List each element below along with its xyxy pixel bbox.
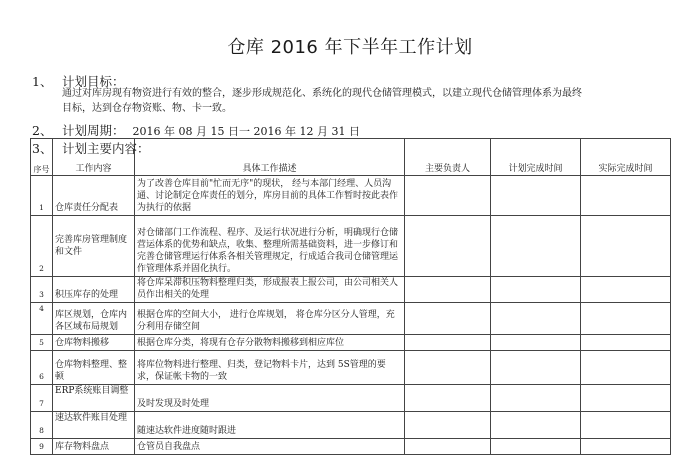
row-desc: 对仓储部门工作流程、程序、及运行状况进行分析，明确现行仓储营运体系的优势和缺点，收集、整理所需基础资料，进一步修订和完善仓储管理运行体系各相关管理规定，行成适合我司仓储管理运作管理体系并固化执行。	[135, 216, 405, 277]
section-label: 计划周期：	[62, 123, 125, 138]
row-desc: 根据仓库分类，将现有仓存分散物料搬移到相应库位	[135, 335, 405, 351]
table-row	[31, 277, 671, 303]
row-item: 库区规划，仓库内各区域布局规划	[53, 303, 135, 335]
row-no: 5	[31, 335, 53, 351]
table-row	[31, 303, 671, 335]
row-no: 6	[31, 351, 53, 385]
row-no: 3	[31, 277, 53, 303]
row-desc: 根据仓库的空间大小， 进行仓库规划， 将仓库分区分人管理，充分利用存储空间	[135, 303, 405, 335]
row-no: 2	[31, 216, 53, 277]
header-planned-date: 计划完成时间	[491, 139, 581, 176]
table-row	[31, 351, 671, 385]
row-planned	[491, 303, 581, 335]
row-owner	[405, 277, 491, 303]
row-planned	[491, 412, 581, 439]
row-no: 9	[31, 439, 53, 455]
table-row	[31, 412, 671, 439]
table-row	[31, 439, 671, 455]
row-owner	[405, 412, 491, 439]
section-number: 1、	[32, 74, 53, 89]
header-desc: 具体工作描述	[135, 139, 405, 176]
row-no: 1	[31, 176, 53, 216]
row-planned	[491, 385, 581, 412]
row-planned	[491, 351, 581, 385]
row-planned	[491, 216, 581, 277]
header-actual-date: 实际完成时间	[581, 139, 671, 176]
row-item: 仓库物料整理、整顿	[53, 351, 135, 385]
row-owner	[405, 351, 491, 385]
row-item: ERP系统账目调整	[53, 385, 135, 412]
row-desc: 将库位物料进行整理、归类，登记物料卡片，达到 5S管理的要求，保证帐卡物的一致	[135, 351, 405, 385]
row-desc: 仓管员自我盘点	[135, 439, 405, 455]
table-row	[31, 216, 671, 277]
row-owner	[405, 176, 491, 216]
header-no: 序号	[31, 139, 53, 176]
row-item: 积压库存的处理	[53, 277, 135, 303]
row-desc: 为了改善仓库目前"忙而无序"的现状， 经与本部门经理、人员沟通、讨论制定仓库责任的划分，库房目前的具体工作暂时按此表作为执行的依据	[135, 176, 405, 216]
row-item: 完善库房管理制度和文件	[53, 216, 135, 277]
section-number: 3、	[32, 141, 53, 156]
page-title: 仓库 2016 年下半年工作计划	[227, 37, 473, 58]
row-actual	[581, 351, 671, 385]
row-actual	[581, 176, 671, 216]
table-row	[31, 385, 671, 412]
row-no: 7	[31, 385, 53, 412]
section-period-heading	[32, 121, 360, 139]
row-no: 8	[31, 412, 53, 439]
section-label: 计划目标：	[62, 74, 125, 89]
section-label: 计划主要内容：	[62, 141, 150, 156]
row-planned	[491, 439, 581, 455]
row-item: 仓库物料搬移	[53, 335, 135, 351]
row-owner	[405, 303, 491, 335]
row-owner	[405, 216, 491, 277]
goal-line-2: 目标，达到仓存物资账、物、卡一致。	[62, 103, 232, 114]
row-desc: 及时发现及时处理	[135, 385, 405, 412]
row-actual	[581, 439, 671, 455]
row-planned	[491, 277, 581, 303]
row-actual	[581, 335, 671, 351]
header-item: 工作内容	[53, 139, 135, 176]
row-owner	[405, 335, 491, 351]
row-actual	[581, 385, 671, 412]
section-content-heading	[32, 139, 150, 157]
row-actual	[581, 412, 671, 439]
header-owner: 主要负责人	[405, 139, 491, 176]
row-actual	[581, 303, 671, 335]
row-actual	[581, 216, 671, 277]
row-owner	[405, 385, 491, 412]
row-item: 库存物料盘点	[53, 439, 135, 455]
section-number: 2、	[32, 123, 53, 138]
row-no: 4	[31, 303, 53, 335]
row-planned	[491, 176, 581, 216]
row-owner	[405, 439, 491, 455]
row-desc: 将仓库呆滞积压物料整理归类，形成报表上报公司，由公司相关人员作出相关的处理	[135, 277, 405, 303]
table-row	[31, 176, 671, 216]
row-actual	[581, 277, 671, 303]
row-planned	[491, 335, 581, 351]
row-desc: 随速达软件进度随时跟进	[135, 412, 405, 439]
row-item: 仓库责任分配表	[53, 176, 135, 216]
period-value: 2016 年 08 月 15 日一 2016 年 12 月 31 日	[132, 125, 360, 138]
row-item: 速达软件账目处理	[53, 412, 135, 439]
goal-line-1: 通过对库房现有物资进行有效的整合，逐步形成规范化、系统化的现代仓储管理模式，以建立现代仓储管理体系为最终	[62, 88, 582, 99]
table-row	[31, 335, 671, 351]
work-plan-table	[30, 138, 671, 455]
